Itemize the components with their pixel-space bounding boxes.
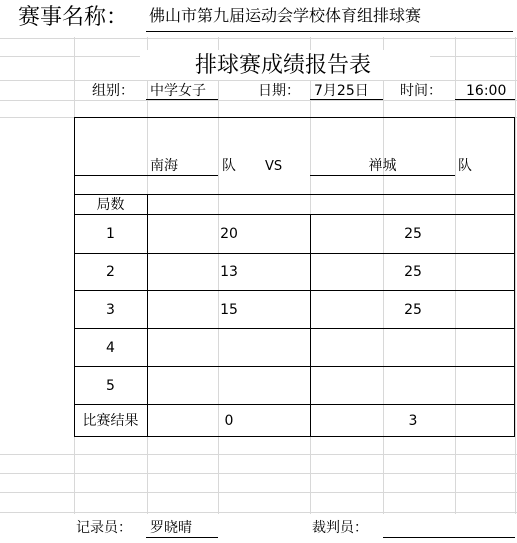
date-value: 7月25日 <box>314 83 369 99</box>
group-underline <box>146 99 218 100</box>
date-label: 日期： <box>258 83 300 99</box>
team-b-score <box>311 367 515 404</box>
team-b-result: 3 <box>408 413 418 429</box>
report-title: 排球赛成绩报告表 <box>195 53 372 78</box>
team-b-score <box>311 329 515 366</box>
team-b-score: 25 <box>404 301 422 318</box>
set-number: 2 <box>106 264 115 280</box>
team-a-score <box>148 329 310 366</box>
team-b-score: 25 <box>404 264 422 280</box>
event-name-label: 赛事名称： <box>18 5 129 30</box>
team-a-score: 15 <box>220 301 238 318</box>
team-a-result: 0 <box>224 413 234 429</box>
group-value: 中学女子 <box>150 83 206 99</box>
team-a-score: 20 <box>220 226 238 242</box>
time-label: 时间： <box>400 83 442 99</box>
set-number: 5 <box>106 377 115 394</box>
team-b-underline <box>310 175 455 176</box>
time-underline <box>455 99 515 100</box>
event-name-underline <box>146 31 513 32</box>
recorder-underline <box>146 537 218 538</box>
referee-underline <box>383 537 515 538</box>
date-underline <box>310 99 383 100</box>
recorder-value: 罗晓晴 <box>150 520 192 536</box>
set-number: 4 <box>106 339 115 356</box>
sets-header: 局数 <box>96 196 125 213</box>
set-number: 1 <box>106 226 115 242</box>
result-label: 比赛结果 <box>82 413 139 429</box>
team-a-score <box>148 367 310 404</box>
time-value: 16:00 <box>466 83 507 99</box>
team-a-suffix: 队 <box>222 158 236 174</box>
team-a-underline <box>74 175 218 176</box>
team-a-name: 南海 <box>150 158 178 174</box>
team-b-suffix: 队 <box>458 158 472 174</box>
recorder-label: 记录员： <box>76 520 132 536</box>
vs-label: VS <box>265 159 283 174</box>
team-b-score: 25 <box>404 226 422 242</box>
set-number: 3 <box>106 301 115 318</box>
event-name-value: 佛山市第九届运动会学校体育组排球赛 <box>149 6 422 25</box>
team-b-name: 禅城 <box>368 158 397 174</box>
referee-label: 裁判员： <box>312 520 368 536</box>
team-a-score: 13 <box>220 264 238 280</box>
group-label: 组别： <box>92 83 134 99</box>
